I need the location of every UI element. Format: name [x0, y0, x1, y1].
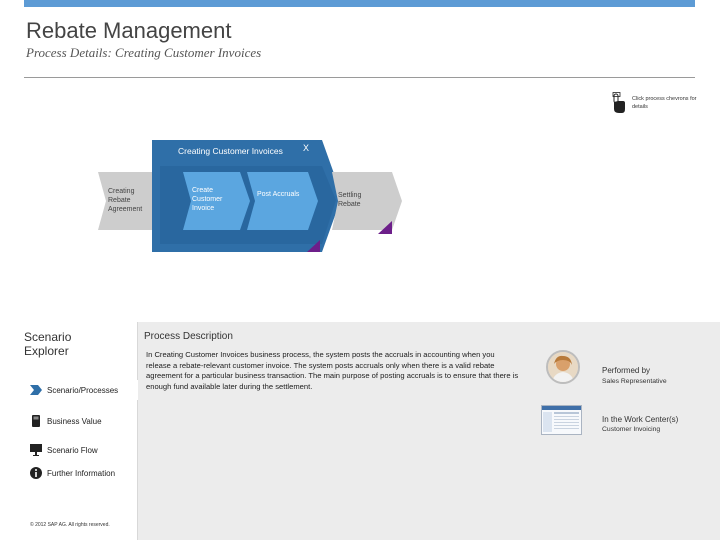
popup-close-button[interactable]: X — [303, 143, 310, 153]
performed-by-label: Performed by — [602, 366, 651, 375]
work-center-thumbnail — [541, 405, 582, 435]
page-title: Rebate Management — [26, 18, 232, 43]
popup-title: Creating Customer Invoices — [178, 146, 283, 156]
scenario-explorer-title-text: Scenario Explorer — [24, 330, 72, 358]
scenario-flow-icon — [30, 444, 42, 456]
nav-item-label: Scenario/Processes — [47, 385, 119, 395]
nav-item-further-information[interactable] — [30, 466, 115, 480]
nav-item-scenario-processes[interactable] — [30, 383, 118, 397]
description-text: In Creating Customer Invoices business process, the system posts the accruals in accounting when you release a rebate-relevant customer invoice. The system posts accruals only when there is a valid rebate agreement for a particular business transaction. The main purpose of posting accruals is to ensure that there is enough fund available later during the settlement. — [146, 350, 519, 391]
process-flow — [0, 0, 720, 260]
click-hint-text: Click process chevrons for details — [632, 96, 697, 110]
chevron-label-settling-rebate: Settling Rebate — [338, 192, 362, 208]
page-subtitle: Process Details: Creating Customer Invoices — [26, 45, 262, 60]
copyright-text: © 2012 SAP AG. All rights reserved. — [30, 522, 110, 528]
business-value-icon — [30, 415, 42, 427]
chevron-label-create-customer-invoice: Create Customer Invoice — [192, 187, 223, 212]
person-icon — [548, 352, 578, 382]
performed-by-value: Sales Representative — [602, 378, 667, 385]
work-center-label: In the Work Center(s) — [602, 415, 679, 424]
scenario-processes-icon — [30, 384, 42, 396]
nav-item-label: Business Value — [47, 416, 102, 426]
nav-item-business-value[interactable] — [30, 414, 102, 428]
explorer-separator — [137, 322, 138, 540]
chevron-label-creating-rebate-agreement: Creating Rebate Agreement — [108, 188, 143, 213]
chevron-label-post-accruals: Post Accruals — [257, 191, 300, 198]
work-center-screenshot-icon — [542, 406, 581, 434]
nav-item-label: Scenario Flow — [47, 445, 98, 455]
sales-representative-avatar — [546, 350, 580, 384]
scenario-explorer-title — [24, 330, 84, 358]
description-title: Process Description — [144, 331, 233, 342]
chevron-post-accruals[interactable] — [247, 172, 318, 230]
further-information-icon — [30, 467, 42, 479]
work-center-value: Customer Invoicing — [602, 426, 661, 433]
nav-item-label: Further Information — [47, 468, 116, 478]
nav-item-scenario-flow[interactable] — [30, 443, 98, 457]
